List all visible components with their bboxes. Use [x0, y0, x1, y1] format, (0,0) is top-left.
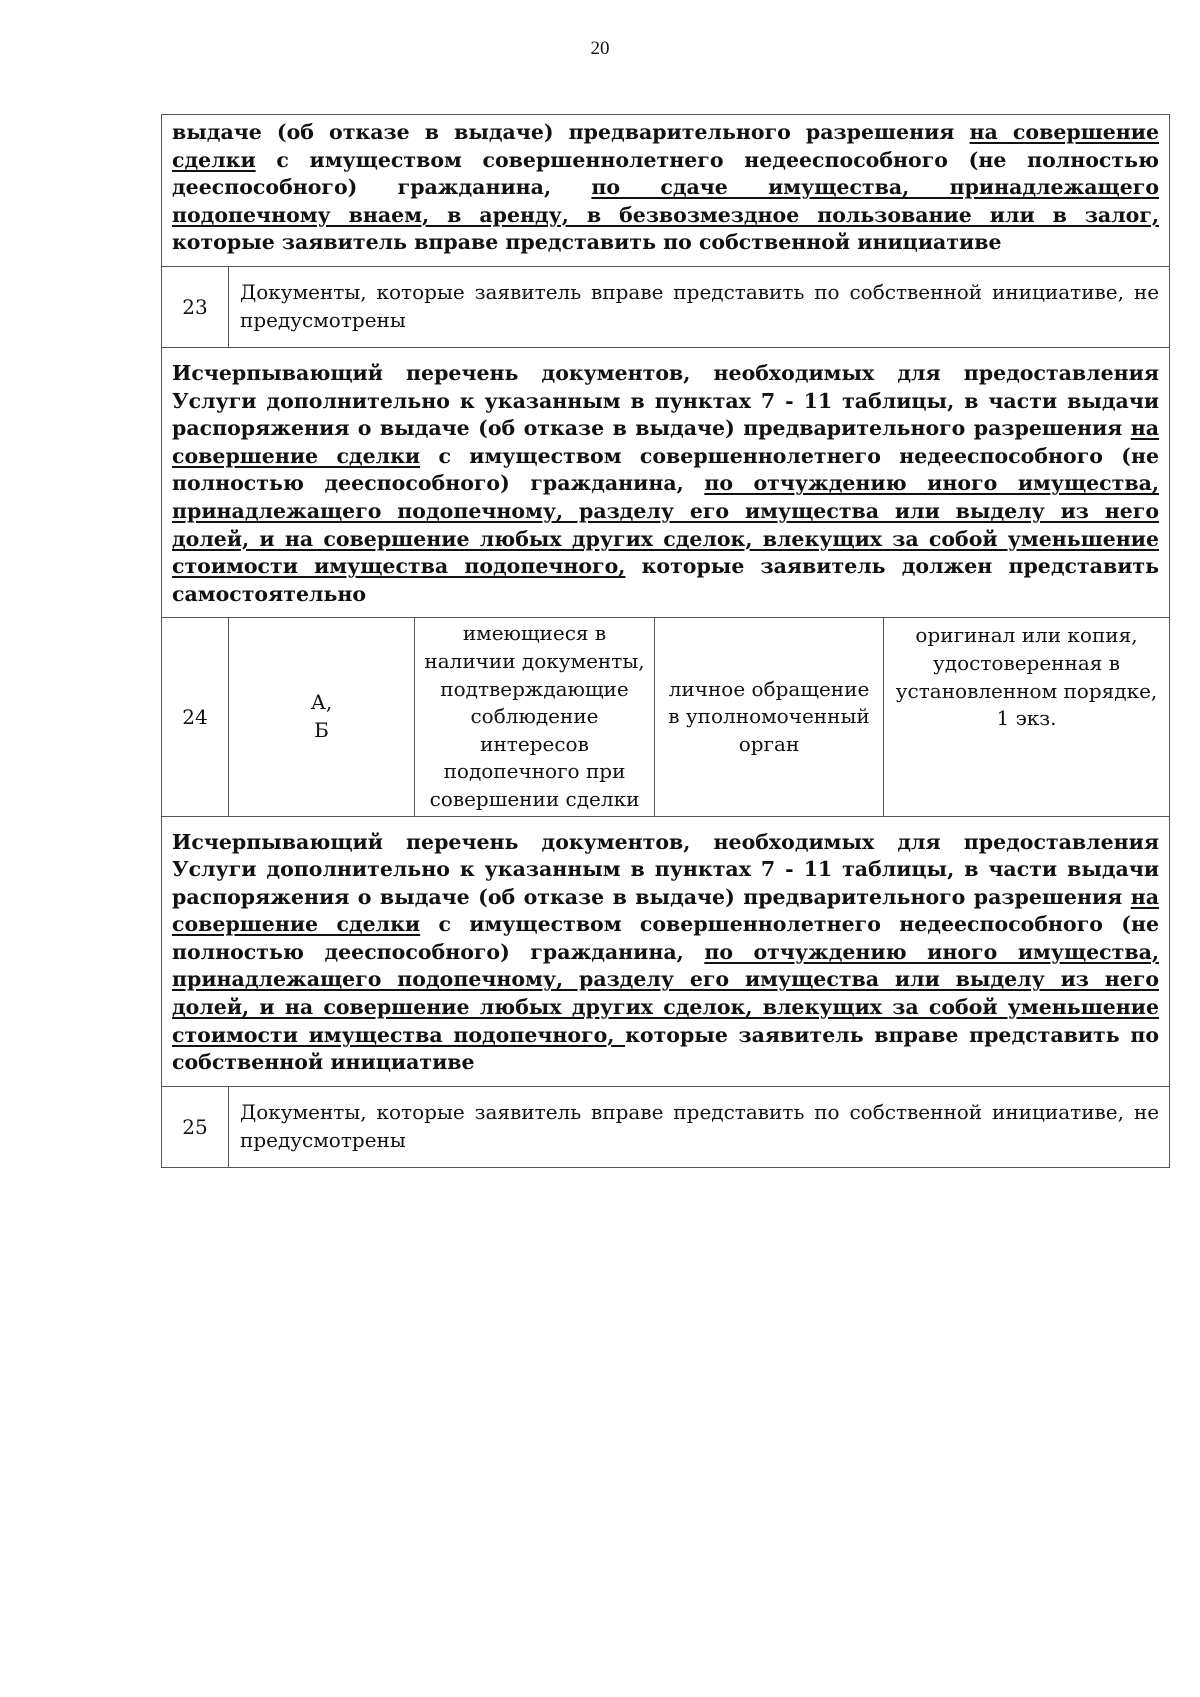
row-text: Документы, которые заявитель вправе представить по собственной инициативе, не предусмотрены: [229, 267, 1170, 348]
heading-segment: выдаче (об отказе в выдаче) предварительного разрешения: [172, 120, 970, 145]
form-line: установленном порядке,: [895, 678, 1158, 703]
method-line: орган: [738, 731, 800, 756]
documents-table: [161, 114, 1170, 1168]
applicant-line: А,: [310, 690, 333, 715]
heading-segment: Исчерпывающий перечень документов, необходимых для предоставления Услуги дополнительно к указанным в пунктах 7 - 11 таблицы, в части выдачи распоряжения о выдаче (об отказе в выдаче) предварительного разрешения: [172, 829, 1160, 909]
document-line: подопечного при: [443, 759, 626, 784]
row-text: Документы, которые заявитель вправе представить по собственной инициативе, не предусмотрены: [229, 1086, 1170, 1167]
document-name: [415, 618, 655, 816]
heading-row-2: [162, 348, 1170, 618]
page-number: 20: [590, 38, 610, 59]
heading-segment-underlined: на совершение сделки: [172, 416, 1160, 468]
form-line: удостоверенная в: [933, 650, 1120, 675]
table-row-25: [162, 1086, 1170, 1167]
heading-segment: которые заявитель должен представить самостоятельно: [172, 554, 1160, 606]
row-number: 23: [162, 267, 229, 348]
form-line: оригинал или копия,: [915, 623, 1138, 648]
heading-segment-underlined: на совершение сделки: [172, 120, 1160, 172]
table-row-24: [162, 618, 1170, 816]
row-number: 25: [162, 1086, 229, 1167]
heading-segment: с имуществом совершеннолетнего недееспособного (не полностью дееспособного) гражданина,: [172, 912, 1160, 964]
row-number: 24: [162, 618, 229, 816]
document-line: имеющиеся в: [462, 621, 607, 646]
heading-row-1: [162, 115, 1170, 267]
heading-segment: которые заявитель вправе представить по собственной инициативе: [172, 1022, 1160, 1075]
document-line: наличии документы,: [424, 648, 645, 673]
heading-segment-underlined: на совершение сделки: [172, 884, 1160, 937]
table-row-23: [162, 267, 1170, 348]
form-line: 1 экз.: [996, 706, 1057, 731]
heading-row-3: [162, 816, 1170, 1086]
heading-segment-underlined: по отчуждению иного имущества, принадлежащего подопечному, разделу его имущества или выделу из него долей, и на совершение любых других сделок, влекущих за собой уменьшение стоимости имущества подопечного,: [172, 939, 1160, 1047]
submission-method: [655, 618, 884, 816]
section-heading-1: [162, 115, 1170, 267]
method-line: личное обращение: [668, 676, 870, 701]
section-heading-2: [162, 348, 1170, 618]
heading-segment: которые заявитель вправе представить по собственной инициативе: [172, 230, 1002, 255]
heading-segment: с имуществом совершеннолетнего недееспособного (не полностью дееспособного) гражданина,: [172, 147, 1160, 200]
method-line: в уполномоченный: [668, 704, 870, 729]
heading-segment: с имуществом совершеннолетнего недееспособного (не полностью дееспособного) гражданина,: [172, 443, 1160, 496]
document-form: [884, 618, 1170, 816]
applicant-line: Б: [314, 717, 329, 742]
heading-segment-underlined: по отчуждению иного имущества, принадлежащего подопечному, разделу его имущества или выделу из него долей, и на совершение любых других сделок, влекущих за собой уменьшение стоимости имущества подопечного,: [172, 471, 1160, 579]
applicant-categories: [229, 618, 415, 816]
document-line: совершении сделки: [429, 786, 640, 811]
document-line: соблюдение: [470, 704, 599, 729]
document-line: подтверждающие: [440, 676, 629, 701]
section-heading-3: [162, 816, 1170, 1086]
document-line: интересов: [480, 731, 589, 756]
heading-segment: Исчерпывающий перечень документов, необходимых для предоставления Услуги дополнительно к указанным в пунктах 7 - 11 таблицы, в части выдачи распоряжения о выдаче (об отказе в выдаче) предварительного разрешения: [172, 361, 1160, 441]
heading-segment-underlined: по сдаче имущества, принадлежащего подопечному внаем, в аренду, в безвозмездное пользование или в залог,: [172, 175, 1160, 227]
